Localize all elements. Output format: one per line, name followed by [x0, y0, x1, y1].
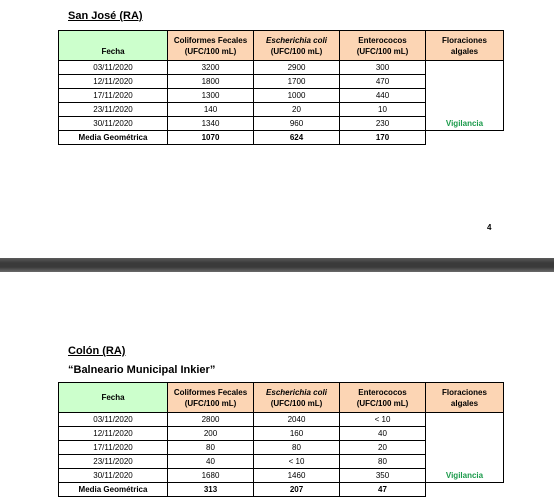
mean-coliformes: 313 [168, 483, 254, 497]
cell-enterococos: 230 [340, 117, 426, 131]
cell-enterococos: 20 [340, 441, 426, 455]
mean-label: Media Geométrica [59, 131, 168, 145]
header-ecoli-line1: Escherichia coli [266, 387, 327, 397]
cell-ecoli: 1000 [254, 89, 340, 103]
cell-ecoli: 960 [254, 117, 340, 131]
cell-coliformes: 200 [168, 427, 254, 441]
page-separator [0, 258, 554, 272]
section-title-san-jose: San José (RA) [68, 10, 143, 22]
header-ecoli [254, 383, 340, 413]
cell-fecha: 17/11/2020 [59, 441, 168, 455]
mean-row [59, 131, 504, 145]
mean-ecoli: 207 [254, 483, 340, 497]
cell-enterococos: 10 [340, 103, 426, 117]
header-floraciones [426, 31, 504, 61]
cell-enterococos: 40 [340, 427, 426, 441]
header-coliformes [168, 31, 254, 61]
cell-ecoli: 1700 [254, 75, 340, 89]
cell-coliformes: 3200 [168, 61, 254, 75]
cell-coliformes: 40 [168, 455, 254, 469]
header-enterococos-line1: Enterococos [358, 35, 407, 45]
header-floraciones [426, 383, 504, 413]
header-floraciones-line2: algales [450, 46, 479, 56]
cell-fecha: 03/11/2020 [59, 413, 168, 427]
page-number: 4 [487, 223, 492, 232]
water-quality-table-colon [58, 382, 504, 497]
table-row [59, 413, 504, 427]
cell-coliformes: 80 [168, 441, 254, 455]
header-floraciones-line2: algales [450, 398, 479, 408]
cell-fecha: 23/11/2020 [59, 455, 168, 469]
header-ecoli [254, 31, 340, 61]
header-ecoli-line2: (UFC/100 mL) [270, 46, 323, 56]
cell-ecoli: 80 [254, 441, 340, 455]
floraciones-status: Vigilancia [445, 119, 484, 128]
header-coliformes-line1: Coliformes Fecales [173, 35, 248, 45]
mean-coliformes: 1070 [168, 131, 254, 145]
document-page-bottom [0, 272, 554, 502]
table-header-row [59, 383, 504, 413]
header-ecoli-line2: (UFC/100 mL) [270, 398, 323, 408]
cell-coliformes: 2800 [168, 413, 254, 427]
empty-cell [426, 131, 504, 145]
cell-floraciones [426, 61, 504, 131]
cell-floraciones [426, 413, 504, 483]
cell-coliformes: 1340 [168, 117, 254, 131]
cell-fecha: 30/11/2020 [59, 469, 168, 483]
header-coliformes-line1: Coliformes Fecales [173, 387, 248, 397]
header-fecha: Fecha [59, 31, 168, 61]
table-header-row [59, 31, 504, 61]
header-enterococos-line2: (UFC/100 mL) [356, 398, 409, 408]
cell-fecha: 30/11/2020 [59, 117, 168, 131]
water-quality-table-san-jose [58, 30, 504, 145]
cell-coliformes: 1800 [168, 75, 254, 89]
header-floraciones-line1: Floraciones [442, 35, 487, 45]
floraciones-status: Vigilancia [445, 471, 484, 480]
header-enterococos-line2: (UFC/100 mL) [356, 46, 409, 56]
header-fecha: Fecha [59, 383, 168, 413]
cell-enterococos: 80 [340, 455, 426, 469]
cell-fecha: 23/11/2020 [59, 103, 168, 117]
section-subtitle-balneario: “Balneario Municipal Inkier” [68, 364, 216, 376]
cell-fecha: 12/11/2020 [59, 75, 168, 89]
cell-ecoli: < 10 [254, 455, 340, 469]
header-coliformes-line2: (UFC/100 mL) [184, 46, 237, 56]
cell-enterococos: 350 [340, 469, 426, 483]
table-row [59, 61, 504, 75]
cell-ecoli: 2040 [254, 413, 340, 427]
cell-fecha: 17/11/2020 [59, 89, 168, 103]
mean-enterococos: 170 [340, 131, 426, 145]
cell-enterococos: < 10 [340, 413, 426, 427]
cell-ecoli: 20 [254, 103, 340, 117]
header-coliformes [168, 383, 254, 413]
empty-cell [426, 483, 504, 497]
mean-enterococos: 47 [340, 483, 426, 497]
cell-ecoli: 2900 [254, 61, 340, 75]
cell-fecha: 03/11/2020 [59, 61, 168, 75]
header-coliformes-line2: (UFC/100 mL) [184, 398, 237, 408]
header-enterococos [340, 31, 426, 61]
mean-ecoli: 624 [254, 131, 340, 145]
header-floraciones-line1: Floraciones [442, 387, 487, 397]
cell-coliformes: 1680 [168, 469, 254, 483]
section-title-colon: Colón (RA) [68, 345, 126, 357]
mean-label: Media Geométrica [59, 483, 168, 497]
header-ecoli-line1: Escherichia coli [266, 35, 327, 45]
cell-enterococos: 470 [340, 75, 426, 89]
cell-coliformes: 140 [168, 103, 254, 117]
cell-coliformes: 1300 [168, 89, 254, 103]
mean-row [59, 483, 504, 497]
cell-enterococos: 300 [340, 61, 426, 75]
cell-enterococos: 440 [340, 89, 426, 103]
header-enterococos-line1: Enterococos [358, 387, 407, 397]
cell-fecha: 12/11/2020 [59, 427, 168, 441]
cell-ecoli: 1460 [254, 469, 340, 483]
cell-ecoli: 160 [254, 427, 340, 441]
header-enterococos [340, 383, 426, 413]
